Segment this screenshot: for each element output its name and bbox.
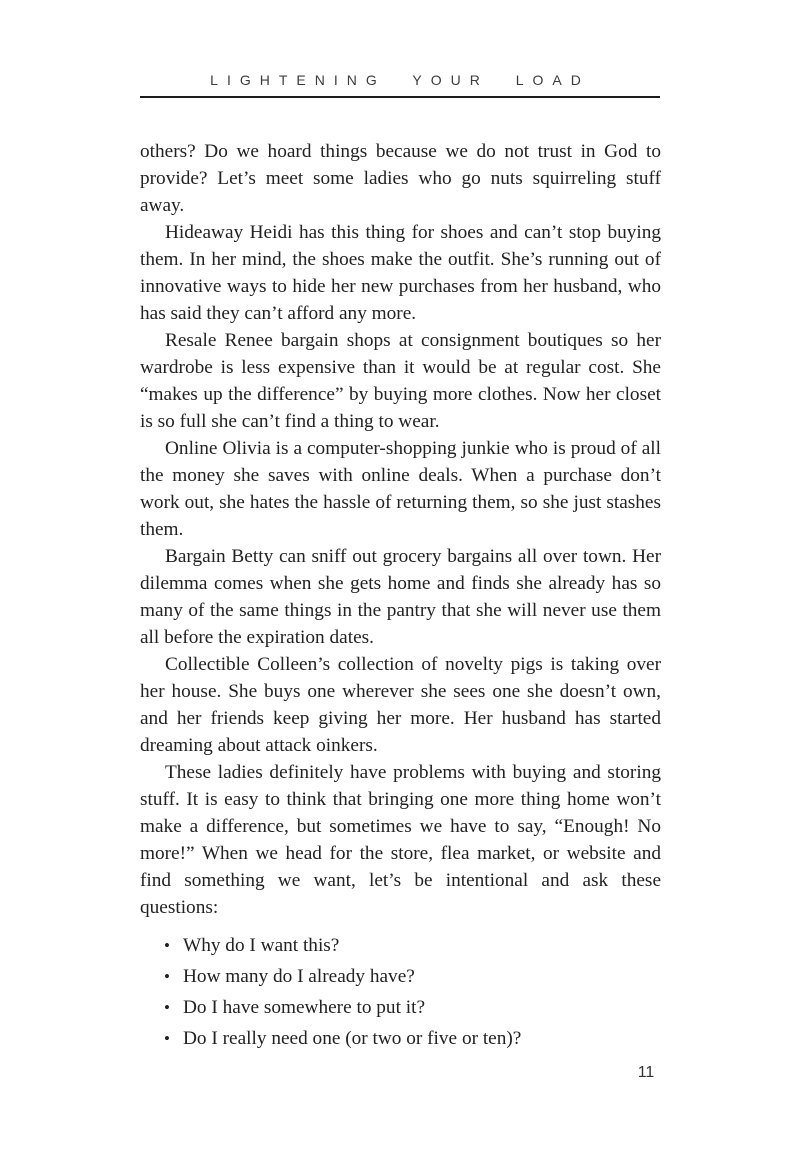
bullet-icon: • bbox=[164, 936, 170, 955]
body-text bbox=[140, 138, 661, 1056]
list-item-text: Do I have somewhere to put it? bbox=[183, 997, 426, 1018]
paragraph: Resale Renee bargain shops at consignment boutiques so her wardrobe is less expensive than it would be at regular cost. She “makes up the difference” by buying more clothes. Now her closet is so full she can’t find a thing to wear. bbox=[140, 330, 661, 432]
list-item bbox=[164, 963, 661, 990]
bullet-icon: • bbox=[164, 1029, 170, 1048]
paragraph: Bargain Betty can sniff out grocery bargains all over town. Her dilemma comes when she gets home and finds she already has so many of the same things in the pantry that she will never use them all before the expiration dates. bbox=[140, 546, 661, 648]
list-item-text: Do I really need one (or two or five or ten)? bbox=[183, 1028, 522, 1049]
list-item bbox=[164, 1025, 661, 1052]
paragraph: Online Olivia is a computer-shopping junkie who is proud of all the money she saves with online deals. When a purchase don’t work out, she hates the hassle of returning them, so she just stashes them. bbox=[140, 438, 661, 540]
paragraph: others? Do we hoard things because we do not trust in God to provide? Let’s meet some ladies who go nuts squirreling stuff away. bbox=[140, 141, 661, 216]
bullet-icon: • bbox=[164, 998, 170, 1017]
list-item bbox=[164, 932, 661, 959]
running-head-title: LIGHTENING YOUR LOAD bbox=[210, 72, 590, 88]
list-item bbox=[164, 994, 661, 1021]
list-item-text: How many do I already have? bbox=[183, 966, 415, 987]
paragraph: Collectible Colleen’s collection of novelty pigs is taking over her house. She buys one wherever she sees one she doesn’t own, and her friends keep giving her more. Her husband has started dreaming about attack oinkers. bbox=[140, 654, 661, 756]
bullet-icon: • bbox=[164, 967, 170, 986]
page-number: 11 bbox=[637, 1064, 655, 1081]
paragraph: Hideaway Heidi has this thing for shoes and can’t stop buying them. In her mind, the shoes make the outfit. She’s running out of innovative ways to hide her new purchases from her husband, who has said they can’t afford any more. bbox=[140, 222, 661, 324]
list-item-text: Why do I want this? bbox=[183, 935, 340, 956]
header-rule bbox=[140, 96, 660, 98]
question-list bbox=[140, 932, 661, 1052]
paragraph: These ladies definitely have problems with buying and storing stuff. It is easy to think that bringing one more thing home won’t make a difference, but sometimes we have to say, “Enough! No more!” When we head for the store, flea market, or website and find something we want, let’s be intentional and ask these questions: bbox=[140, 762, 661, 918]
